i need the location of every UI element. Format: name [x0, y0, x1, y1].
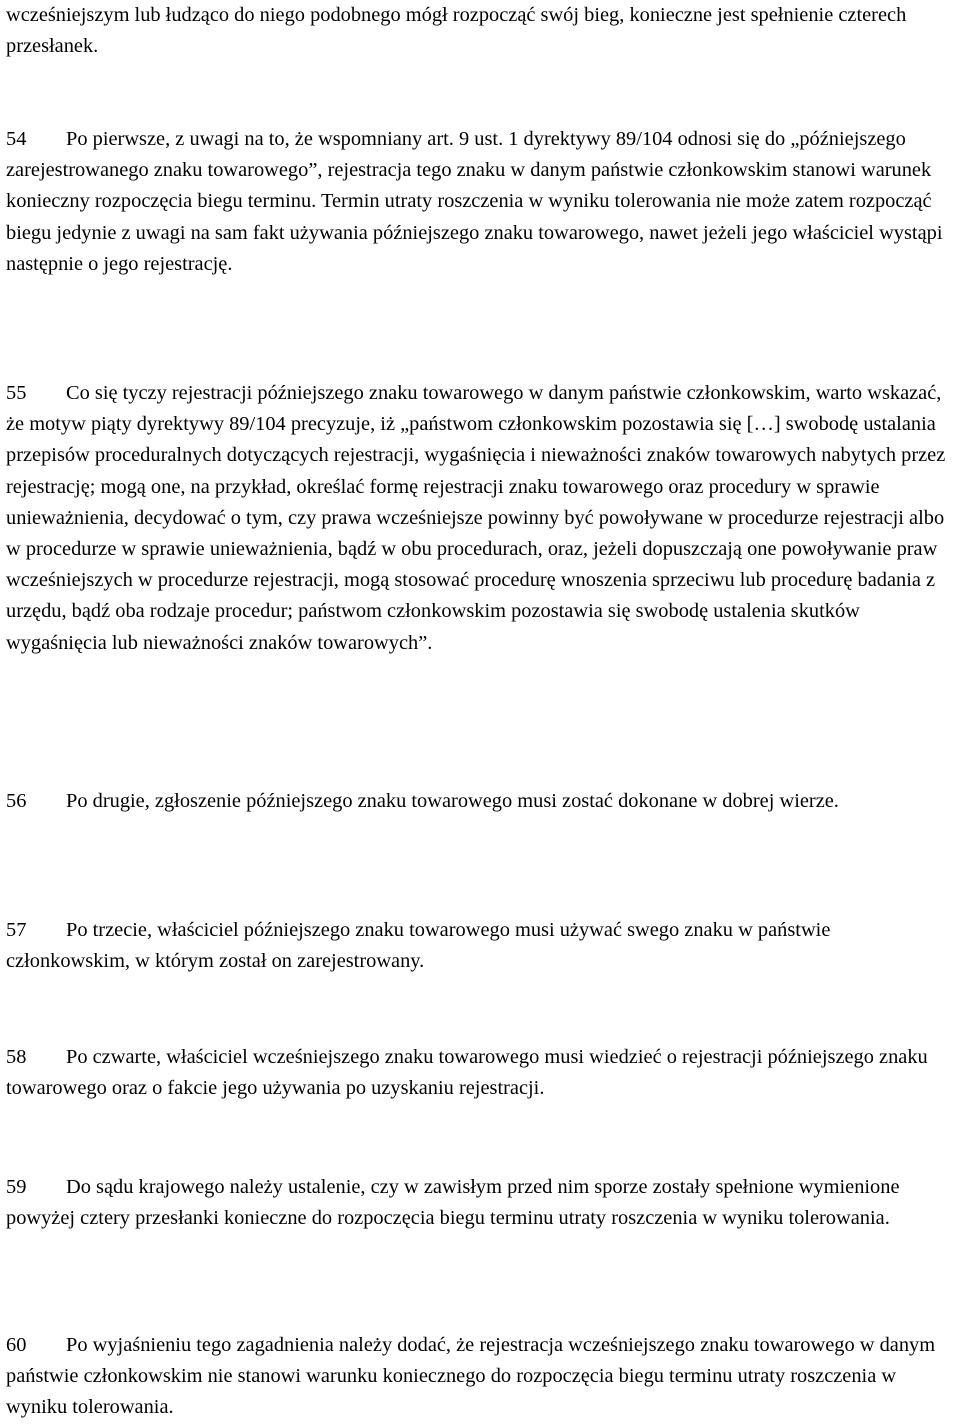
paragraph-60 — [6, 1330, 954, 1424]
paragraph-text: Co się tyczy rejestracji późniejszego znaku towarowego w danym państwie członkowskim, warto wskazać, że motyw piąty dyrektywy 89/104 precyzuje, iż „państwom członkowskim pozostawia się […] swobodę ustalania przepisów proceduralnych dotyczących rejestracji, wygaśnięcia i nieważności znaków towarowych nabytych przez rejestrację; mogą one, na przykład, określać formę rejestracji znaku towarowego oraz procedury w sprawie unieważnienia, decydować o tym, czy prawa wcześniejsze powinny być powoływane w procedurze rejestracji albo w procedurze w sprawie unieważnienia, bądź w obu procedurach, oraz, jeżeli dopuszczają one powoływanie praw wcześniejszych w procedurze rejestracji, mogą stosować procedurę wnoszenia sprzeciwu lub procedurę badania z urzędu, bądź oba rodzaje procedur; państwom członkowskim pozostawia się swobodę ustalenia skutków wygaśnięcia lub nieważności znaków towarowych”. — [6, 382, 946, 654]
intro-paragraph — [6, 0, 954, 62]
paragraph-57 — [6, 915, 954, 977]
paragraph-number: 56 — [6, 790, 27, 812]
paragraph-text: wcześniejszym lub łudząco do niego podobnego mógł rozpocząć swój bieg, konieczne jest spełnienie czterech przesłanek. — [6, 4, 907, 58]
paragraph-number: 57 — [6, 919, 27, 941]
paragraph-number: 58 — [6, 1046, 27, 1068]
paragraph-58 — [6, 1042, 954, 1104]
paragraph-text: Po pierwsze, z uwagi na to, że wspomniany art. 9 ust. 1 dyrektywy 89/104 odnosi się do „późniejszego zarejestrowanego znaku towarowego”, rejestracja tego znaku w danym państwie członkowskim stanowi warunek konieczny rozpoczęcia biegu terminu. Termin utraty roszczenia w wyniku tolerowania nie może zatem rozpocząć biegu jedynie z uwagi na sam fakt używania późniejszego znaku towarowego, nawet jeżeli jego właściciel wystąpi następnie o jego rejestrację. — [6, 128, 943, 275]
paragraph-number: 60 — [6, 1334, 27, 1356]
paragraph-number: 55 — [6, 382, 27, 404]
paragraph-number: 54 — [6, 128, 27, 150]
paragraph-59 — [6, 1172, 954, 1234]
paragraph-text: Po trzecie, właściciel późniejszego znaku towarowego musi używać swego znaku w państwie członkowskim, w którym został on zarejestrowany. — [6, 919, 831, 973]
paragraph-text: Do sądu krajowego należy ustalenie, czy w zawisłym przed nim sporze zostały spełnione wymienione powyżej cztery przesłanki konieczne do rozpoczęcia biegu terminu utraty roszczenia w wyniku tolerowania. — [6, 1176, 900, 1230]
paragraph-text: Po czwarte, właściciel wcześniejszego znaku towarowego musi wiedzieć o rejestracji późniejszego znaku towarowego oraz o fakcie jego używania po uzyskaniu rejestracji. — [6, 1046, 928, 1100]
paragraph-55 — [6, 378, 954, 659]
paragraph-54 — [6, 124, 954, 280]
paragraph-text: Po drugie, zgłoszenie późniejszego znaku towarowego musi zostać dokonane w dobrej wierze. — [66, 790, 839, 812]
paragraph-number: 59 — [6, 1176, 27, 1198]
paragraph-56 — [6, 786, 954, 817]
paragraph-text: Po wyjaśnieniu tego zagadnienia należy dodać, że rejestracja wcześniejszego znaku towarowego w danym państwie członkowskim nie stanowi warunku koniecznego do rozpoczęcia biegu terminu utraty roszczenia w wyniku tolerowania. — [6, 1334, 936, 1419]
